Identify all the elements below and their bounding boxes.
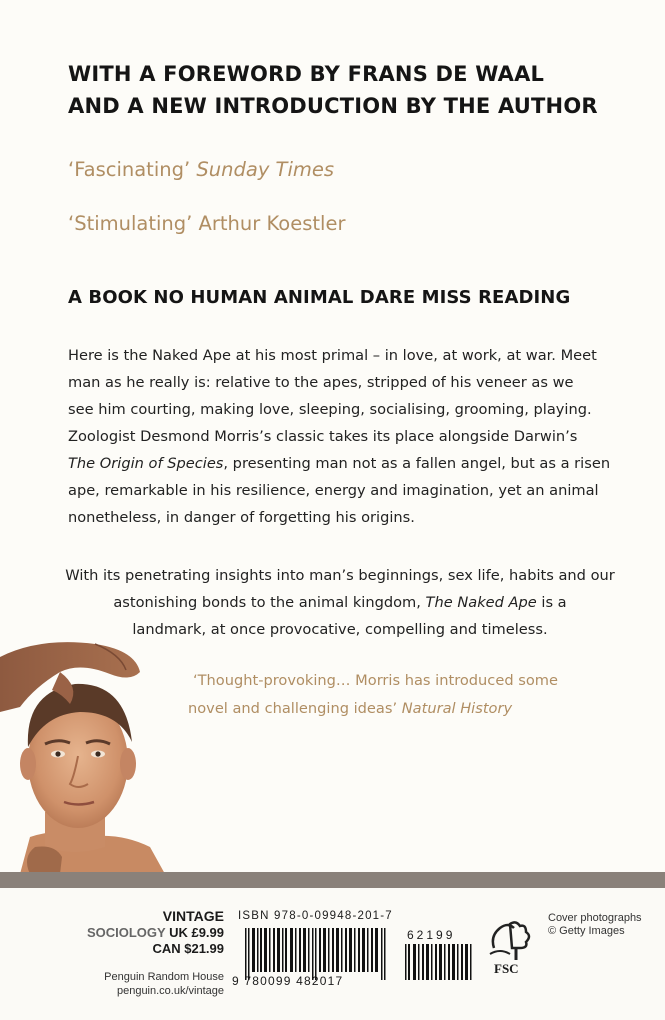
paragraph-line: ape, remarkable in his resilience, energy and imagination, yet an animal (68, 482, 599, 499)
foreword-block (68, 58, 598, 122)
review-line-1: ‘Thought-provoking… Morris has introduced some (193, 672, 558, 689)
paragraph-text: astonishing bonds to the animal kingdom, (113, 594, 426, 611)
paragraph-line: With its penetrating insights into man’s beginnings, sex life, habits and our (65, 567, 615, 584)
category-price-uk (54, 925, 224, 940)
quote-stimulating (68, 212, 345, 235)
publisher-url: penguin.co.uk/vintage (116, 985, 224, 997)
photo-credit-line-1: Cover photographs (548, 912, 642, 924)
quote-text: ‘Stimulating’ Arthur Koestler (68, 212, 346, 235)
summary-paragraph (40, 562, 640, 643)
book-title: The Naked Ape (425, 594, 537, 611)
barcode-digits: 9 780099 482017 (232, 974, 344, 988)
publisher-name: Penguin Random House (104, 971, 224, 983)
tagline-heading: A BOOK NO HUMAN ANIMAL DARE MISS READING (68, 287, 571, 308)
foreword-line-1: WITH A FOREWORD BY FRANS DE WAAL (68, 62, 545, 86)
paragraph-line: Here is the Naked Ape at his most primal – in love, at work, at war. Meet (68, 347, 597, 364)
paragraph-line (68, 450, 610, 477)
foreword-line-2: AND A NEW INTRODUCTION BY THE AUTHOR (68, 94, 598, 118)
review-text: novel and challenging ideas’ (188, 700, 402, 717)
divider-band (0, 872, 665, 888)
photo-credit-line-2: © Getty Images (548, 925, 625, 937)
review-source: Natural History (401, 700, 513, 717)
isbn-label: ISBN 978-0-09948-201-7 (238, 910, 393, 922)
quote-source: Sunday Times (196, 158, 335, 181)
paragraph-line: landmark, at once provocative, compelling and timeless. (132, 621, 548, 638)
quote-text: ‘Fascinating’ (68, 158, 197, 181)
paragraph-line: nonetheless, in danger of forgetting his origins. (68, 509, 415, 526)
imprint-name: VINTAGE (162, 908, 224, 924)
isbn-barcode (245, 928, 393, 980)
paragraph-line: see him courting, making love, sleeping, socialising, grooming, playing. (68, 401, 592, 418)
description-paragraph (68, 342, 610, 531)
price-code: 62199 (407, 928, 456, 942)
fsc-tree-icon (486, 918, 534, 962)
paragraph-text: is a (536, 594, 567, 611)
price-uk: UK £9.99 (169, 925, 224, 940)
category-label: SOCIOLOGY (86, 925, 166, 940)
fsc-label: FSC (494, 961, 519, 976)
price-barcode (405, 944, 475, 980)
price-can: CAN $21.99 (152, 941, 224, 956)
review-line-2 (188, 700, 512, 717)
paragraph-line: man as he really is: relative to the apes, stripped of his veneer as we (68, 374, 574, 391)
book-title-origin: The Origin of Species (68, 455, 224, 472)
paragraph-line (40, 589, 640, 616)
paragraph-line: Zoologist Desmond Morris’s classic takes its place alongside Darwin’s (68, 428, 578, 445)
photo-credit (548, 912, 642, 938)
portrait-photo (0, 632, 175, 874)
paragraph-text: , presenting man not as a fallen angel, but as a risen (223, 455, 611, 472)
quote-fascinating (68, 158, 334, 181)
